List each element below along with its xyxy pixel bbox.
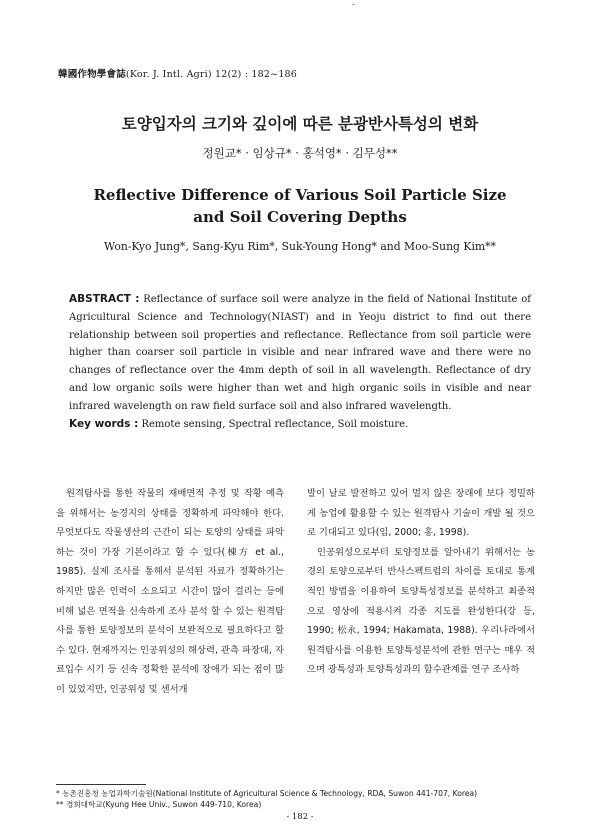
journal-name: 韓國作物學會誌: [58, 69, 126, 80]
title-english-line-2: and Soil Covering Depths: [193, 208, 407, 226]
keywords: [69, 418, 531, 430]
abstract: [69, 291, 531, 416]
page-number: - 182 -: [286, 812, 314, 822]
authors-english: Won-Kyo Jung*, Sang-Kyu Rim*, Suk-Young Hong* and Moo-Sung Kim**: [104, 240, 496, 253]
body-column-left: [56, 484, 284, 700]
body-paragraph: 원격탐사를 통한 작물의 재배면적 추정 및 작황 예측을 위해서는 농경지의 상태를 정확하게 파악해야 한다. 무엇보다도 작물생산의 근간이 되는 토양의 상태를 파악하는 것이 가장 기본이라고 할 수 있다(棟方 et al., 1985). 실제 조사를 통해서 분석된 자료가 정확하기는 하지만 많은 인력이 소요되고 시간이 많이 걸리는 등에 비해 넓은 면적을 신속하게 조사 분석 할 수 있는 원격탐사를 통한 토양정보의 분석이 보완적으로 필요하다고 할 수 있다. 현재까지는 인공위성의 해상력, 관측 파장대, 자료입수 시기 등 신속 정확한 분석에 장애가 되는 점이 많이 있었지만, 인공위성 및 센서개: [56, 488, 284, 695]
body-paragraph: 발이 날로 발전하고 있어 멀지 않은 장래에 보다 정밀하게 농업에 활용할 수 있는 원격탐사 기술이 개발 될 것으로 기대되고 있다(임, 2000; 홍, 1998).: [307, 488, 535, 539]
keywords-label: Key words :: [69, 418, 139, 430]
title-english-line-1: Reflective Difference of Various Soil Particle Size: [93, 186, 507, 204]
footnote-affiliation-2: ** 경희대학교(Kyung Hee Univ., Suwon 449-710, Korea): [56, 800, 262, 809]
footnote-affiliation-1: * 농촌진흥청 농업과학기술원(National Institute of Agricultural Science & Technology, RDA, Suwon 441-707, Korea): [56, 789, 478, 798]
keywords-text: Remote sensing, Spectral reflectance, Soil moisture.: [141, 419, 409, 430]
title-english: [0, 184, 600, 228]
authors-korean: 정원교* · 임상규* · 홍석영* · 김무성**: [202, 146, 398, 160]
abstract-text: Reflectance of surface soil were analyze in the field of National Institute of Agricultural Science and Technology(NIAST) and in Yeoju district to find out there relationship between soil properties and reflectance. Reflectance from soil particle were higher than coarser soil particle in visible and near infrared wave and there were no changes of reflectance over the 4mm depth of soil in all wavelength. Reflectance of dry and low organic soils were higher than wet and high organic soils in visible and near infrared wavelength on raw field surface soil and also infrared wavelength.: [69, 294, 531, 412]
journal-citation: (Kor. J. Intl. Agri) 12(2) : 182~186: [125, 69, 298, 80]
body-column-right: [307, 484, 535, 680]
body-paragraph: 인공위성으로부터 토양정보를 알아내기 위해서는 농경의 토양으로부터 반사스펙트럼의 차이를 토대로 통계적인 방법을 이용하여 토양특성정보를 분석하고 최종적으로 영상에 적용시켜 각종 지도를 완성한다(강 등, 1990; 松永, 1994; Hakamata, 1988). 우리나라에서 원격탐사를 이용한 토양특성분석에 관한 연구는 매우 적으며 광특성과 토양특성과의 함수관계를 연구 조사하: [307, 546, 535, 676]
abstract-label: ABSTRACT :: [69, 293, 140, 305]
footnote-divider: [56, 784, 146, 785]
journal-header: [58, 66, 297, 80]
top-mark: -: [352, 0, 356, 10]
title-korean: 토양입자의 크기와 깊이에 따른 분광반사특성의 변화: [121, 115, 479, 133]
